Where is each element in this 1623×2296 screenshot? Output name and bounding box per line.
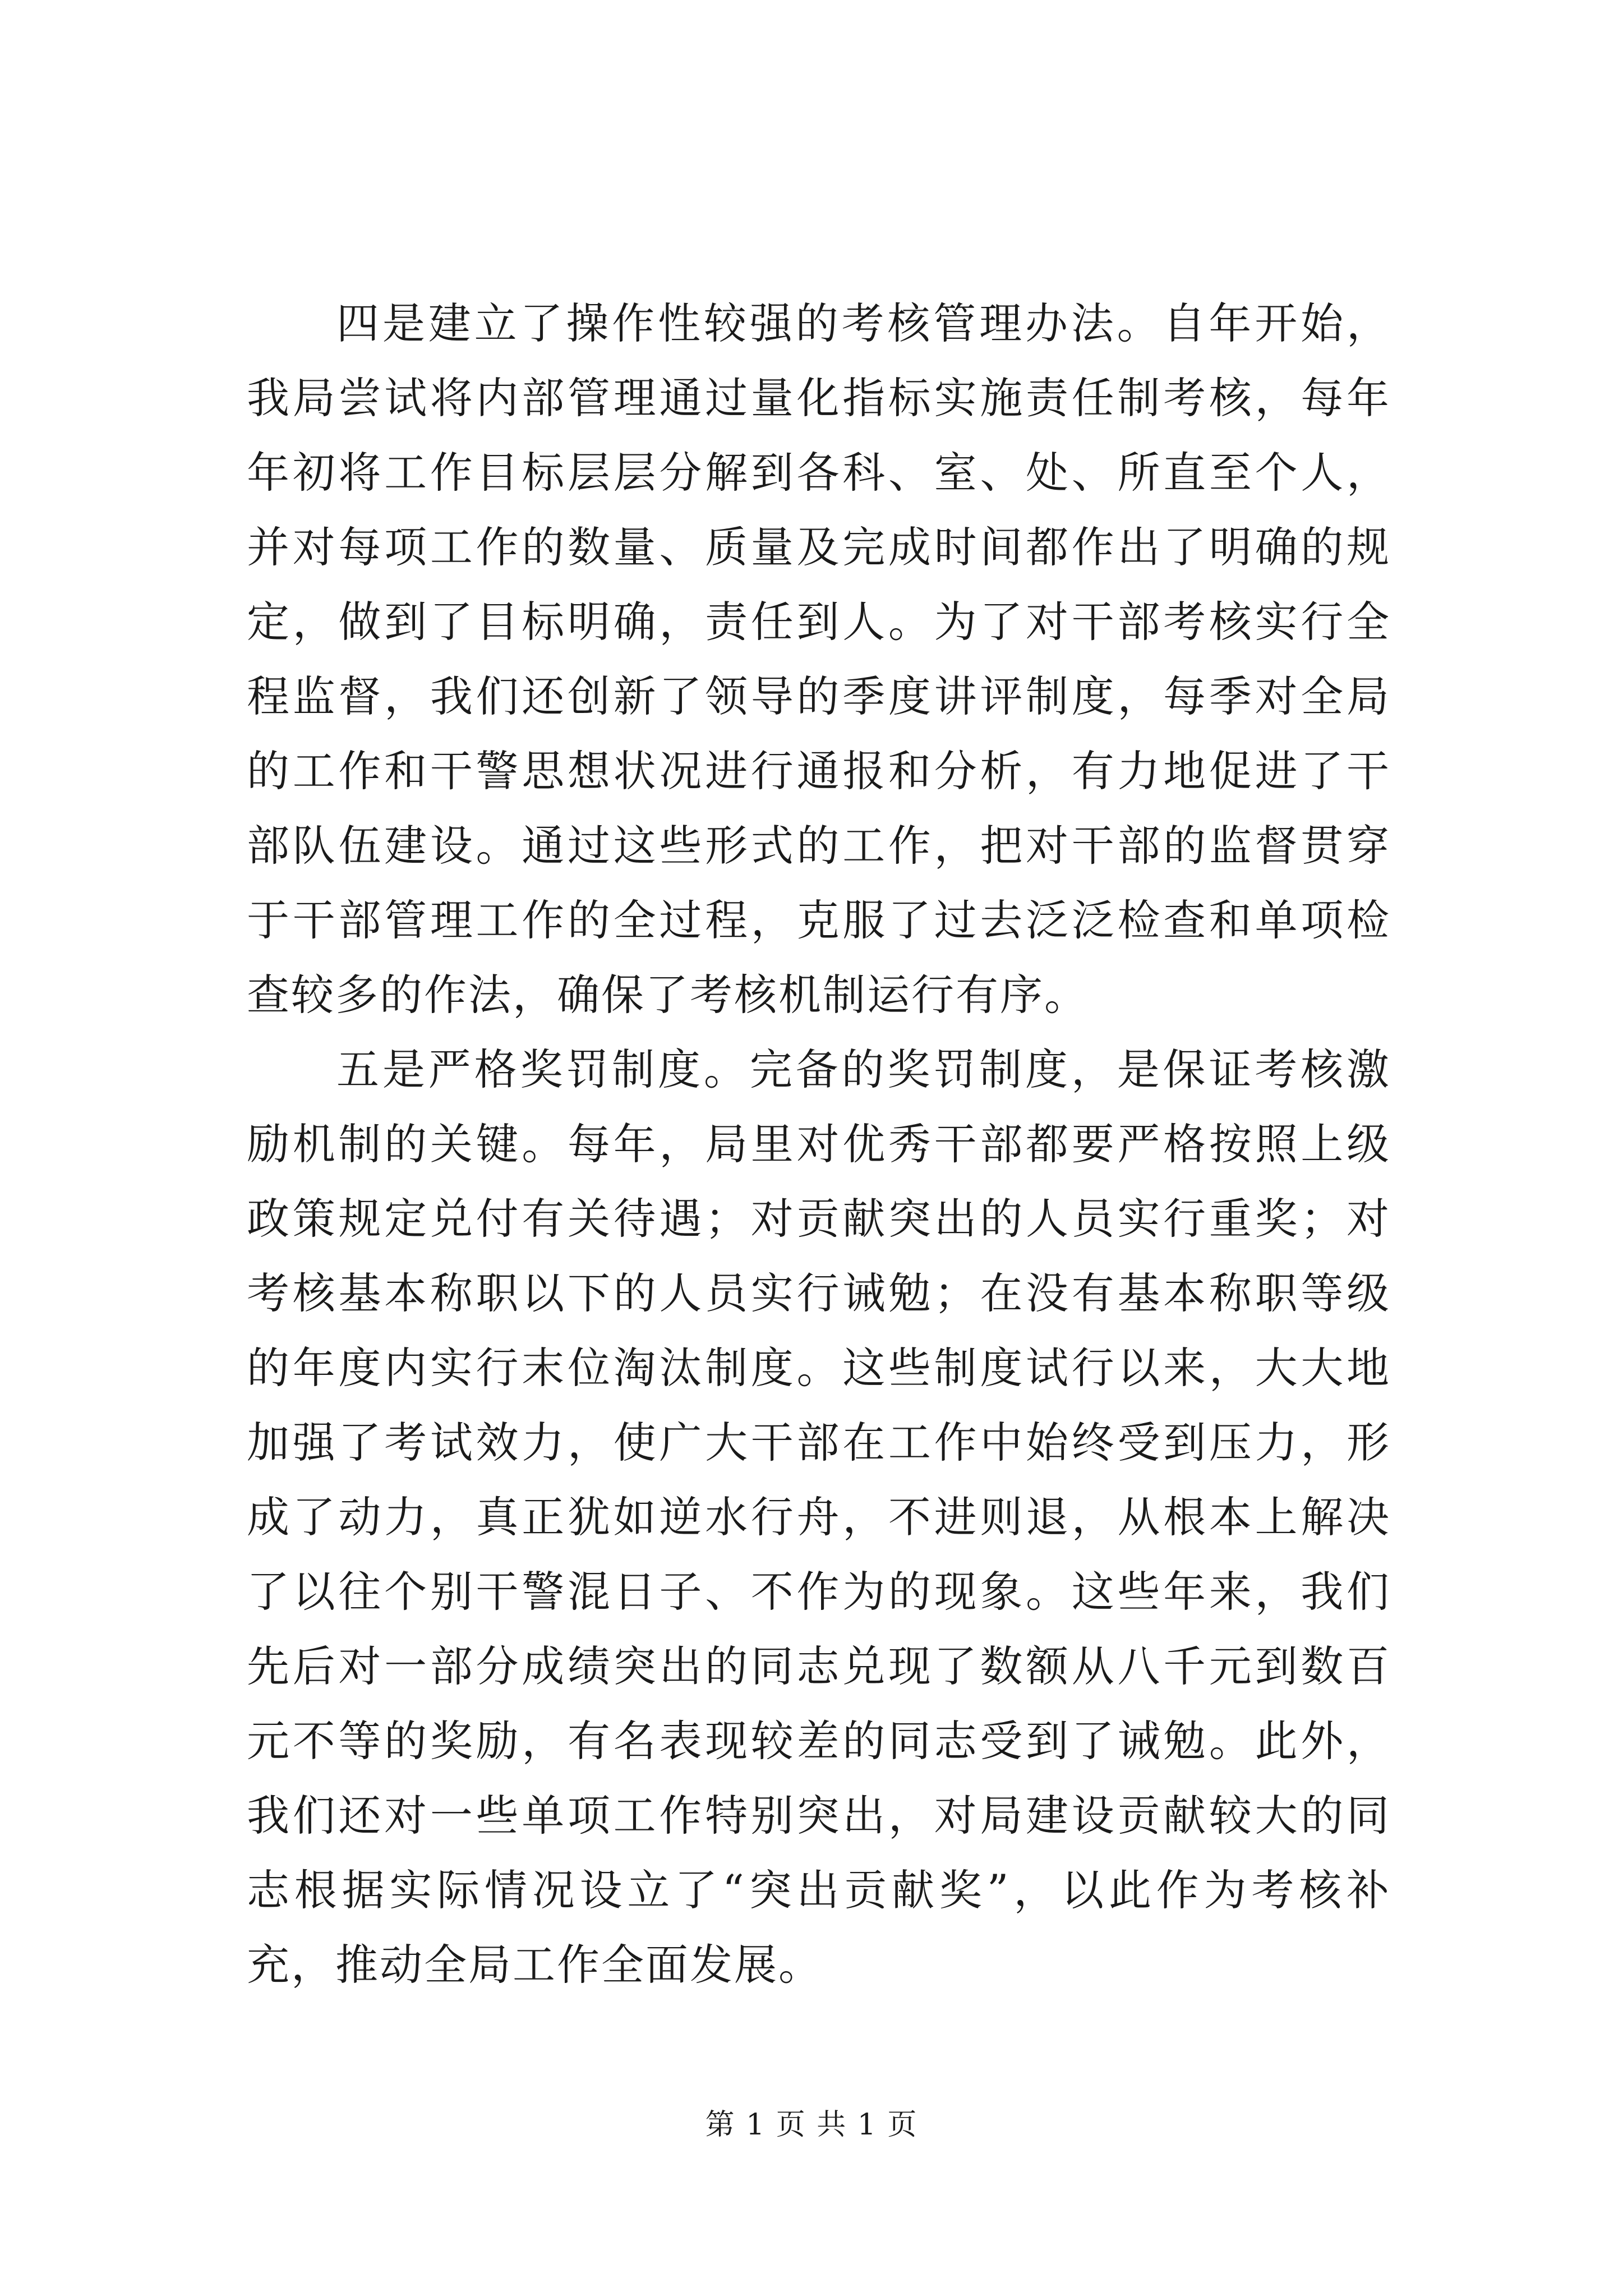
page-footer: 第 1 页 共 1 页 (705, 2108, 918, 2142)
document-body (247, 286, 1391, 2002)
paragraph-assessment-method: 四是建立了操作性较强的考核管理办法。自年开始，我局尝试将内部管理通过量化指标实施责任制考核，每年年初将工作目标层层分解到各科、室、处、所直至个人，并对每项工作的数量、质量及完成时间都作出了明确的规定，做到了目标明确，责任到人。为了对干部考核实行全程监督，我们还创新了领导的季度讲评制度，每季对全局的工作和干警思想状况进行通报和分析，有力地促进了干部队伍建设。通过这些形式的工作，把对干部的监督贯穿于干部管理工作的全过程，克服了过去泛泛检查和单项检查较多的作法，确保了考核机制运行有序。 (247, 298, 1391, 1020)
paragraph-reward-punishment: 五是严格奖罚制度。完备的奖罚制度，是保证考核激励机制的关键。每年，局里对优秀干部都要严格按照上级政策规定兑付有关待遇；对贡献突出的人员实行重奖；对考核基本称职以下的人员实行诫勉；在没有基本称职等级的年度内实行末位淘汰制度。这些制度试行以来，大大地加强了考试效力，使广大干部在工作中始终受到压力，形成了动力，真正犹如逆水行舟，不进则退，从根本上解决了以往个别干警混日子、不作为的现象。这些年来，我们先后对一部分成绩突出的同志兑现了数额从八千元到数百元不等的奖励，有名表现较差的同志受到了诫勉。此外，我们还对一些单项工作特别突出，对局建设贡献较大的同志根据实际情况设立了“突出贡献奖”，以此作为考核补充，推动全局工作全面发展。 (247, 1045, 1391, 1990)
